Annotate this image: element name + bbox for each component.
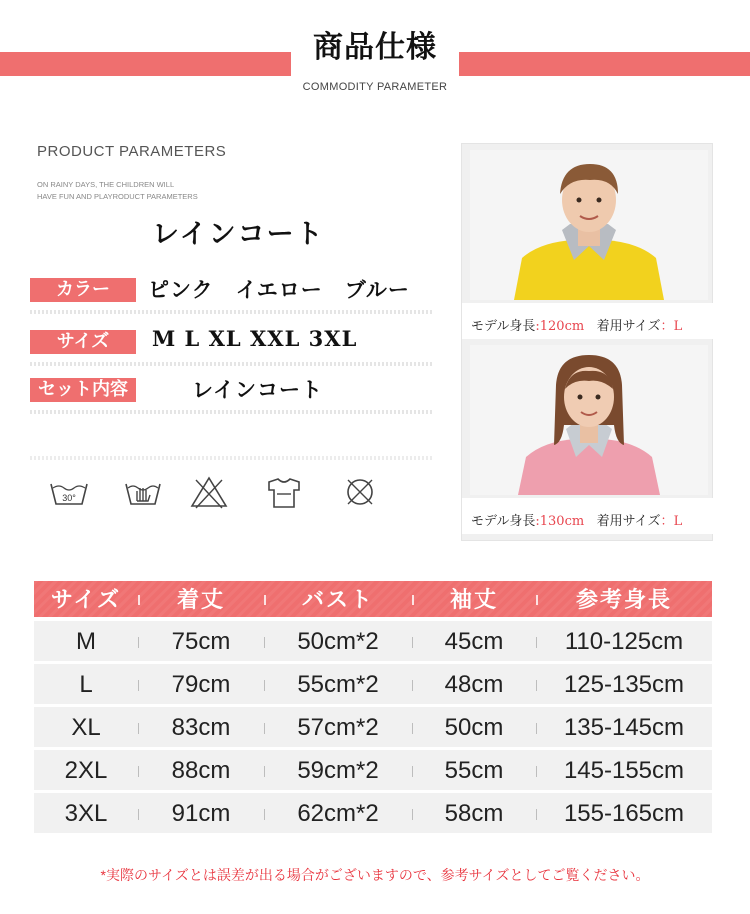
header-bar-left (0, 52, 291, 76)
cell-size: XL (71, 714, 101, 741)
cell-size: 3XL (64, 800, 108, 827)
model-caption-1 (462, 303, 714, 339)
dry-flat-icon (263, 474, 305, 510)
cell-length: 88cm (171, 757, 231, 784)
wash-30-icon (48, 474, 90, 510)
attr-label-size: サイズ (30, 330, 136, 354)
header-bar-right (459, 52, 750, 76)
model-boy-illustration (470, 150, 708, 300)
cell-bust: 50cm*2 (297, 628, 379, 655)
no-tumble-dry-icon (339, 474, 381, 510)
header-height: 参考身長 (575, 587, 672, 613)
cell-sleeve: 48cm (444, 671, 504, 698)
attr-label-contents: セット内容 (30, 378, 136, 402)
hand-wash-icon (122, 474, 164, 510)
table-row (34, 750, 712, 790)
model-photo-boy (470, 150, 708, 300)
cell-sleeve: 55cm (444, 757, 504, 784)
page-title: 商品仕様 (313, 30, 437, 65)
model-caption-2 (462, 498, 714, 534)
attr-value-contents: レインコート (192, 377, 323, 402)
cell-size: M (76, 628, 96, 655)
attr-row-contents (30, 374, 432, 408)
parameters-subtitle (37, 179, 227, 203)
model-size-value: L (673, 514, 683, 529)
cell-height: 135-145cm (563, 714, 685, 741)
parameters-title: PRODUCT PARAMETERS (37, 143, 227, 160)
attr-label-color: カラー (30, 278, 136, 302)
cell-bust: 57cm*2 (297, 714, 379, 741)
parameters-subtitle-line2: HAVE FUN AND PLAYRODUCT PARAMETERS (37, 192, 198, 201)
blank-divider (30, 456, 432, 460)
product-name: レインコート (152, 219, 325, 250)
model-caption-text: モデル身長:130cm 着用サイズ：L (471, 514, 683, 529)
attr-divider (30, 310, 432, 314)
header-bust: バスト (301, 587, 374, 613)
cell-height: 125-135cm (563, 671, 685, 698)
cell-length: 75cm (171, 628, 231, 655)
cell-length: 83cm (171, 714, 231, 741)
attr-divider (30, 410, 432, 414)
cell-sleeve: 45cm (444, 628, 504, 655)
cell-height: 110-125cm (564, 628, 684, 655)
parameters-subtitle-line1: ON RAINY DAYS, THE CHILDREN WILL (37, 180, 175, 189)
attr-row-color (30, 274, 432, 308)
model-height-label: モデル身長 (471, 514, 536, 529)
cell-bust: 55cm*2 (297, 671, 379, 698)
model-caption-text: モデル身長:120cm 着用サイズ：L (471, 319, 683, 334)
model-size-label: 着用サイズ (596, 514, 661, 529)
model-photo-girl (470, 345, 708, 495)
page-subtitle: COMMODITY PARAMETER (302, 81, 448, 93)
model-height-value: 130cm (539, 514, 585, 529)
header-length: 着丈 (176, 587, 225, 613)
attr-row-size (30, 326, 432, 360)
cell-height: 155-165cm (563, 800, 685, 827)
model-girl-illustration (470, 345, 708, 495)
table-row (34, 664, 712, 704)
cell-length: 79cm (171, 671, 231, 698)
model-photo-panel (461, 143, 713, 541)
cell-size: 2XL (64, 757, 108, 784)
attr-value-color: ピンク イエロー ブルー (148, 277, 410, 302)
header-size: サイズ (50, 587, 122, 613)
cell-height: 145-155cm (563, 757, 685, 784)
cell-sleeve: 58cm (444, 800, 504, 827)
table-row (34, 621, 712, 661)
model-size-label: 着用サイズ (596, 319, 661, 334)
table-row (34, 793, 712, 833)
attr-value-size: M L XL XXL 3XL (152, 326, 358, 351)
header-sleeve: 袖丈 (449, 587, 498, 613)
attr-divider (30, 362, 432, 366)
wash-temp-label: 30° (62, 493, 76, 503)
model-size-value: L (673, 319, 683, 334)
cell-bust: 59cm*2 (297, 757, 379, 784)
no-bleach-icon (188, 474, 230, 510)
table-row (34, 707, 712, 747)
model-height-value: 120cm (539, 319, 585, 334)
size-table-header (34, 581, 712, 617)
cell-sleeve: 50cm (444, 714, 504, 741)
cell-bust: 62cm*2 (297, 800, 379, 827)
cell-size: L (79, 671, 93, 698)
cell-length: 91cm (171, 800, 231, 827)
model-height-label: モデル身長 (471, 319, 536, 334)
size-disclaimer: *実際のサイズとは誤差が出る場合がございますので、参考サイズとしてご覧ください。 (100, 867, 650, 883)
